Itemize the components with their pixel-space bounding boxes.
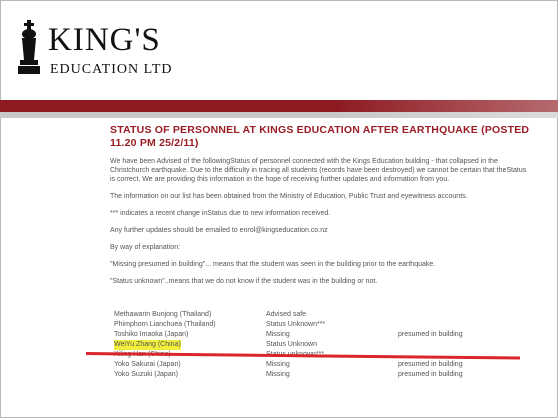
chess-king-icon xyxy=(16,20,42,76)
person-status: Missing xyxy=(266,361,290,368)
person-status: Missing xyxy=(266,371,290,378)
person-name: Phimphorn Lianchuea (Thailand) xyxy=(114,321,216,328)
person-status: Status Unknown xyxy=(266,341,317,348)
header-banner-gradient xyxy=(0,100,558,118)
email-updates-paragraph[interactable]: Any further updates should be emailed to enrol@kingseducation.co.nz xyxy=(110,227,328,234)
person-note: presumed in building xyxy=(398,371,463,378)
person-name: Toshiko Imaoka (Japan) xyxy=(114,331,189,338)
person-note: presumed in building xyxy=(398,331,463,338)
person-status: Status Unknown*** xyxy=(266,321,326,328)
unknown-definition-paragraph: "Status unknown"..means that we do not know if the student was in the building or not. xyxy=(110,278,378,285)
kings-education-logo[interactable] xyxy=(14,20,184,80)
sources-paragraph: The information on our list has been obtained from the Ministry of Education, Public Trust and eyewitness accounts. xyxy=(110,193,468,200)
table-row xyxy=(114,320,534,330)
table-row xyxy=(114,360,534,370)
change-note-paragraph: *** indicates a recent change inStatus due to new information received. xyxy=(110,210,331,217)
missing-definition-paragraph: "Missing presumed in building"... means that the student was seen in the building prior to the earthquake. xyxy=(110,261,436,268)
article-content xyxy=(110,122,530,294)
brand-name: KING'S xyxy=(48,22,161,58)
person-status: Missing xyxy=(266,331,290,338)
person-status: Advised safe xyxy=(266,311,307,318)
person-name: Methawarin Bunjong (Thailand) xyxy=(114,311,212,318)
person-note: presumed in building xyxy=(398,361,463,368)
personnel-list xyxy=(114,310,534,380)
table-row-highlighted xyxy=(114,340,534,350)
intro-paragraph: We have been Advised of the followingStatus of personnel connected with the Kings Education building - that collapsed in the Christchurch earthquake. Due to the difficulty in tracing all students (records have been destroyed) we cannot be certain that theStatus is correct. We are providing this information in the hope of receiving further updates and information from you. xyxy=(110,158,527,183)
brand-subtitle: EDUCATION LTD xyxy=(50,62,173,77)
page-title: STATUS OF PERSONNEL AT KINGS EDUCATION AFTER EARTHQUAKE (POSTED 11.20 PM 25/2/11) xyxy=(110,124,530,149)
table-row xyxy=(114,330,534,340)
table-row xyxy=(114,370,534,380)
explanation-heading: By way of explanation: xyxy=(110,244,181,251)
table-row xyxy=(114,310,534,320)
person-name-highlighted: WeiYu Zhang (China) xyxy=(114,341,181,348)
person-name: Yoko Suzuki (Japan) xyxy=(114,371,178,378)
person-name: Yoko Sakurai (Japan) xyxy=(114,361,181,368)
